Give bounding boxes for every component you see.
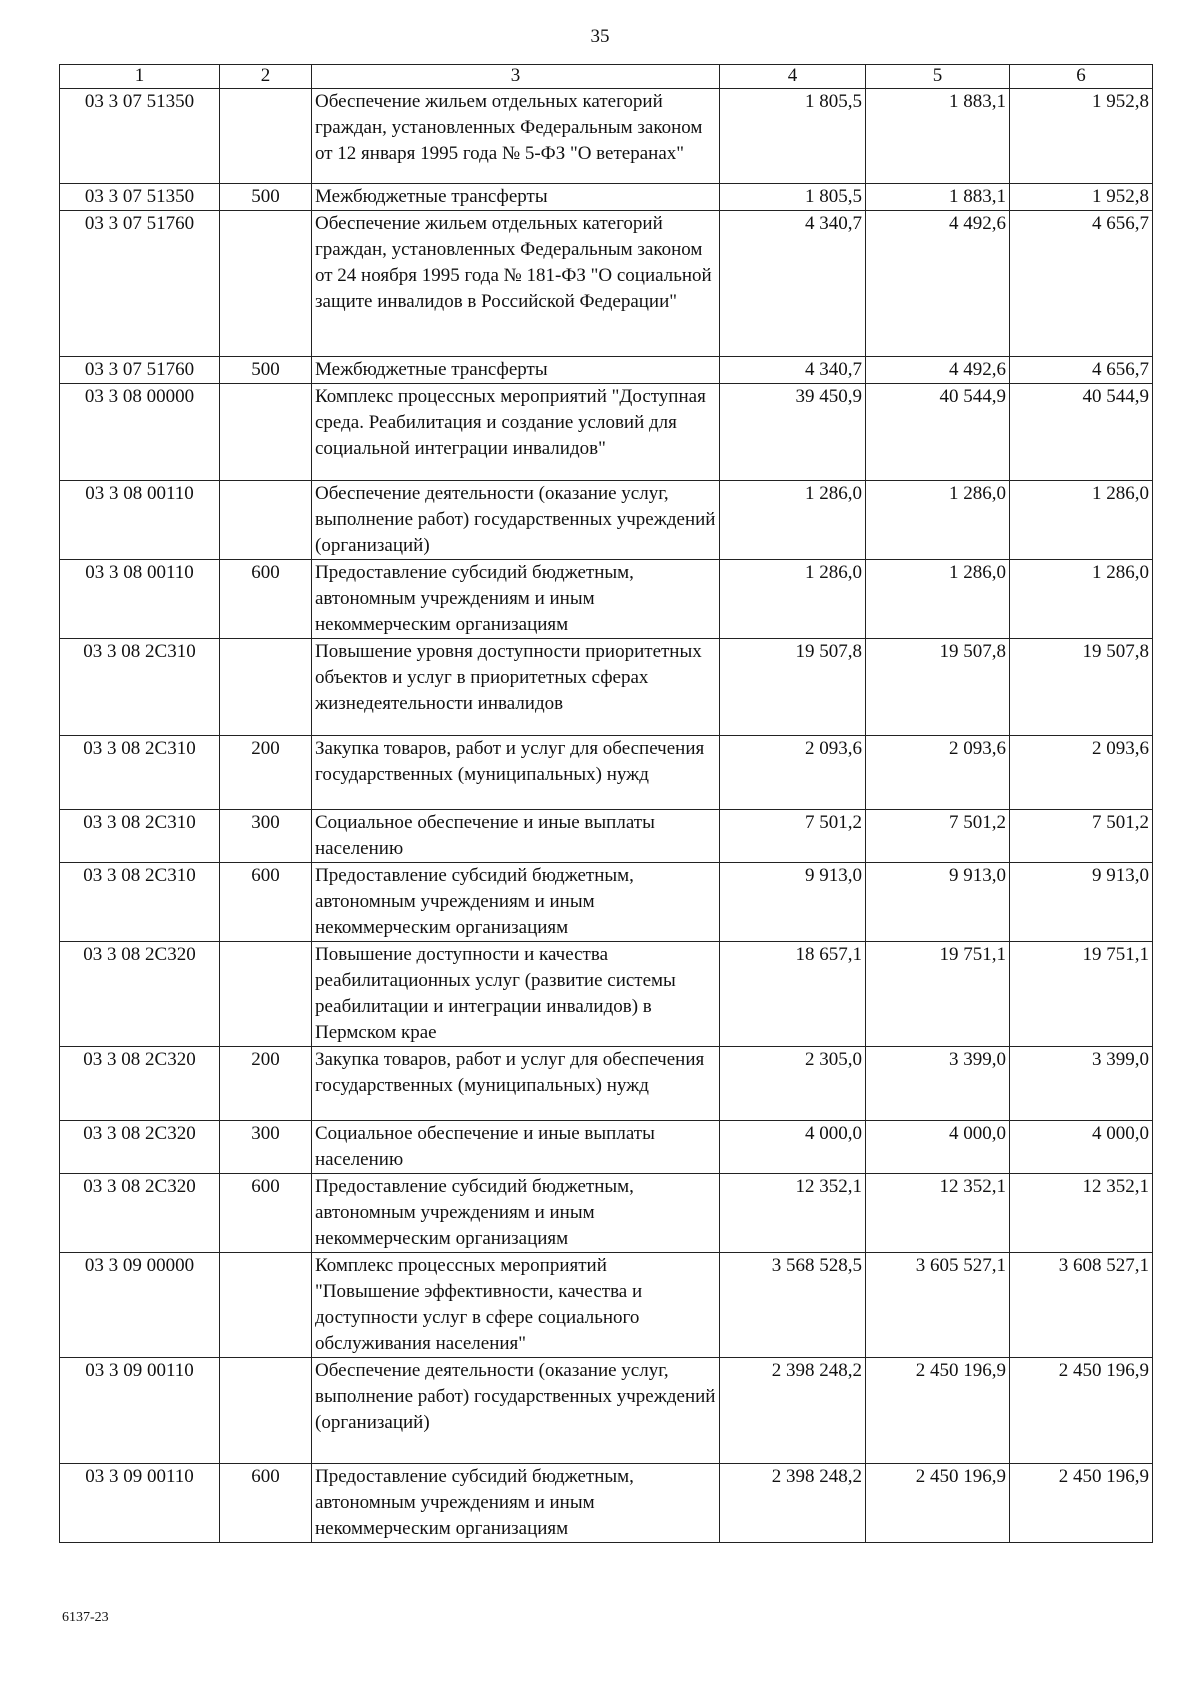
cell-amount-col6: 4 656,7 (1010, 211, 1153, 357)
cell-amount-col6: 7 501,2 (1010, 810, 1153, 863)
cell-amount-col6: 3 608 527,1 (1010, 1253, 1153, 1358)
header-row (60, 65, 1153, 89)
cell-amount-col4: 1 805,5 (720, 89, 866, 184)
header-col-4: 4 (720, 65, 866, 89)
cell-target-code: 03 3 08 2С320 (60, 942, 220, 1047)
cell-expense-type: 200 (220, 1047, 312, 1121)
budget-table (59, 64, 1153, 1543)
cell-amount-col5: 1 286,0 (866, 560, 1010, 639)
cell-amount-col6: 40 544,9 (1010, 384, 1153, 481)
cell-amount-col5: 4 492,6 (866, 357, 1010, 384)
cell-amount-col4: 2 398 248,2 (720, 1358, 866, 1464)
cell-name: Обеспечение жильем отдельных категорий граждан, установленных Федеральным законом от 12 января 1995 года № 5-ФЗ "О ветеранах" (312, 89, 720, 184)
table-row (60, 736, 1153, 810)
cell-target-code: 03 3 08 00000 (60, 384, 220, 481)
cell-expense-type (220, 639, 312, 736)
cell-amount-col5: 4 000,0 (866, 1121, 1010, 1174)
cell-expense-type: 600 (220, 1464, 312, 1543)
cell-amount-col4: 2 398 248,2 (720, 1464, 866, 1543)
cell-amount-col6: 4 656,7 (1010, 357, 1153, 384)
table-row (60, 1253, 1153, 1358)
document-code: 6137-23 (62, 1610, 109, 1625)
cell-amount-col4: 1 286,0 (720, 481, 866, 560)
cell-amount-col4: 1 805,5 (720, 184, 866, 211)
cell-name: Предоставление субсидий бюджетным, автономным учреждениям и иным некоммерческим организациям (312, 863, 720, 942)
cell-amount-col6: 1 286,0 (1010, 481, 1153, 560)
table-body (60, 89, 1153, 1543)
cell-expense-type (220, 1253, 312, 1358)
cell-amount-col5: 1 883,1 (866, 184, 1010, 211)
cell-name: Межбюджетные трансферты (312, 184, 720, 211)
table-row (60, 384, 1153, 481)
cell-target-code: 03 3 08 00110 (60, 560, 220, 639)
cell-name: Комплекс процессных мероприятий "Повышение эффективности, качества и доступности услуг в сфере социального обслуживания населения" (312, 1253, 720, 1358)
table-header (60, 65, 1153, 89)
cell-expense-type (220, 211, 312, 357)
table-row (60, 863, 1153, 942)
cell-amount-col4: 12 352,1 (720, 1174, 866, 1253)
cell-target-code: 03 3 08 2С310 (60, 863, 220, 942)
cell-name: Межбюджетные трансферты (312, 357, 720, 384)
table-row (60, 184, 1153, 211)
cell-target-code: 03 3 08 2С310 (60, 639, 220, 736)
table-row (60, 89, 1153, 184)
cell-expense-type: 600 (220, 1174, 312, 1253)
cell-expense-type: 500 (220, 184, 312, 211)
cell-amount-col4: 2 305,0 (720, 1047, 866, 1121)
table-row (60, 560, 1153, 639)
cell-expense-type (220, 942, 312, 1047)
cell-name: Обеспечение деятельности (оказание услуг, выполнение работ) государственных учреждений (организаций) (312, 1358, 720, 1464)
cell-amount-col6: 12 352,1 (1010, 1174, 1153, 1253)
cell-amount-col4: 7 501,2 (720, 810, 866, 863)
header-col-2: 2 (220, 65, 312, 89)
cell-target-code: 03 3 08 2С310 (60, 736, 220, 810)
cell-amount-col5: 3 605 527,1 (866, 1253, 1010, 1358)
cell-expense-type (220, 384, 312, 481)
cell-expense-type: 600 (220, 560, 312, 639)
cell-expense-type: 300 (220, 1121, 312, 1174)
cell-target-code: 03 3 08 2С320 (60, 1047, 220, 1121)
cell-target-code: 03 3 07 51760 (60, 357, 220, 384)
cell-amount-col6: 9 913,0 (1010, 863, 1153, 942)
cell-amount-col4: 1 286,0 (720, 560, 866, 639)
cell-expense-type (220, 481, 312, 560)
cell-target-code: 03 3 08 2С320 (60, 1121, 220, 1174)
cell-amount-col5: 12 352,1 (866, 1174, 1010, 1253)
table-row (60, 1121, 1153, 1174)
cell-amount-col6: 1 952,8 (1010, 89, 1153, 184)
table-row (60, 481, 1153, 560)
cell-name: Обеспечение жильем отдельных категорий граждан, установленных Федеральным законом от 24 ноября 1995 года № 181-ФЗ "О социальной защите инвалидов в Российской Федерации" (312, 211, 720, 357)
cell-amount-col5: 7 501,2 (866, 810, 1010, 863)
cell-expense-type (220, 1358, 312, 1464)
cell-target-code: 03 3 09 00000 (60, 1253, 220, 1358)
table-row (60, 810, 1153, 863)
cell-expense-type: 500 (220, 357, 312, 384)
table-row (60, 1464, 1153, 1543)
cell-amount-col4: 9 913,0 (720, 863, 866, 942)
table-row (60, 1047, 1153, 1121)
cell-amount-col5: 40 544,9 (866, 384, 1010, 481)
cell-name: Предоставление субсидий бюджетным, автономным учреждениям и иным некоммерческим организациям (312, 1174, 720, 1253)
cell-amount-col4: 39 450,9 (720, 384, 866, 481)
cell-name: Повышение уровня доступности приоритетных объектов и услуг в приоритетных сферах жизнедеятельности инвалидов (312, 639, 720, 736)
table-row (60, 942, 1153, 1047)
table-row (60, 357, 1153, 384)
cell-amount-col4: 2 093,6 (720, 736, 866, 810)
cell-amount-col6: 2 093,6 (1010, 736, 1153, 810)
cell-target-code: 03 3 09 00110 (60, 1358, 220, 1464)
cell-target-code: 03 3 08 2С320 (60, 1174, 220, 1253)
cell-amount-col4: 4 000,0 (720, 1121, 866, 1174)
cell-expense-type: 200 (220, 736, 312, 810)
cell-amount-col5: 1 883,1 (866, 89, 1010, 184)
cell-amount-col5: 19 751,1 (866, 942, 1010, 1047)
cell-name: Закупка товаров, работ и услуг для обеспечения государственных (муниципальных) нужд (312, 736, 720, 810)
header-col-5: 5 (866, 65, 1010, 89)
table-row (60, 211, 1153, 357)
cell-name: Предоставление субсидий бюджетным, автономным учреждениям и иным некоммерческим организациям (312, 1464, 720, 1543)
cell-amount-col4: 19 507,8 (720, 639, 866, 736)
cell-name: Комплекс процессных мероприятий "Доступная среда. Реабилитация и создание условий для социальной интеграции инвалидов" (312, 384, 720, 481)
table-row (60, 1174, 1153, 1253)
cell-amount-col5: 4 492,6 (866, 211, 1010, 357)
cell-target-code: 03 3 07 51760 (60, 211, 220, 357)
header-col-3: 3 (312, 65, 720, 89)
cell-name: Социальное обеспечение и иные выплаты населению (312, 1121, 720, 1174)
cell-name: Повышение доступности и качества реабилитационных услуг (развитие системы реабилитации и интеграции инвалидов) в Пермском крае (312, 942, 720, 1047)
header-col-6: 6 (1010, 65, 1153, 89)
cell-amount-col6: 3 399,0 (1010, 1047, 1153, 1121)
cell-amount-col5: 19 507,8 (866, 639, 1010, 736)
table-row (60, 639, 1153, 736)
cell-name: Закупка товаров, работ и услуг для обеспечения государственных (муниципальных) нужд (312, 1047, 720, 1121)
cell-amount-col5: 9 913,0 (866, 863, 1010, 942)
cell-amount-col6: 2 450 196,9 (1010, 1464, 1153, 1543)
cell-amount-col6: 1 952,8 (1010, 184, 1153, 211)
cell-name: Предоставление субсидий бюджетным, автономным учреждениям и иным некоммерческим организациям (312, 560, 720, 639)
cell-target-code: 03 3 08 2С310 (60, 810, 220, 863)
cell-amount-col5: 1 286,0 (866, 481, 1010, 560)
cell-amount-col4: 4 340,7 (720, 357, 866, 384)
header-col-1: 1 (60, 65, 220, 89)
cell-expense-type: 300 (220, 810, 312, 863)
cell-amount-col5: 2 450 196,9 (866, 1464, 1010, 1543)
cell-name: Социальное обеспечение и иные выплаты населению (312, 810, 720, 863)
cell-expense-type: 600 (220, 863, 312, 942)
table-row (60, 1358, 1153, 1464)
cell-target-code: 03 3 07 51350 (60, 89, 220, 184)
cell-amount-col6: 2 450 196,9 (1010, 1358, 1153, 1464)
cell-amount-col5: 2 093,6 (866, 736, 1010, 810)
cell-target-code: 03 3 07 51350 (60, 184, 220, 211)
cell-amount-col5: 2 450 196,9 (866, 1358, 1010, 1464)
cell-amount-col6: 19 507,8 (1010, 639, 1153, 736)
cell-amount-col4: 3 568 528,5 (720, 1253, 866, 1358)
cell-amount-col5: 3 399,0 (866, 1047, 1010, 1121)
cell-target-code: 03 3 08 00110 (60, 481, 220, 560)
cell-amount-col6: 1 286,0 (1010, 560, 1153, 639)
cell-target-code: 03 3 09 00110 (60, 1464, 220, 1543)
cell-amount-col4: 18 657,1 (720, 942, 866, 1047)
cell-amount-col6: 19 751,1 (1010, 942, 1153, 1047)
cell-amount-col4: 4 340,7 (720, 211, 866, 357)
cell-amount-col6: 4 000,0 (1010, 1121, 1153, 1174)
cell-name: Обеспечение деятельности (оказание услуг, выполнение работ) государственных учреждений (организаций) (312, 481, 720, 560)
page-number: 35 (590, 26, 610, 47)
cell-expense-type (220, 89, 312, 184)
